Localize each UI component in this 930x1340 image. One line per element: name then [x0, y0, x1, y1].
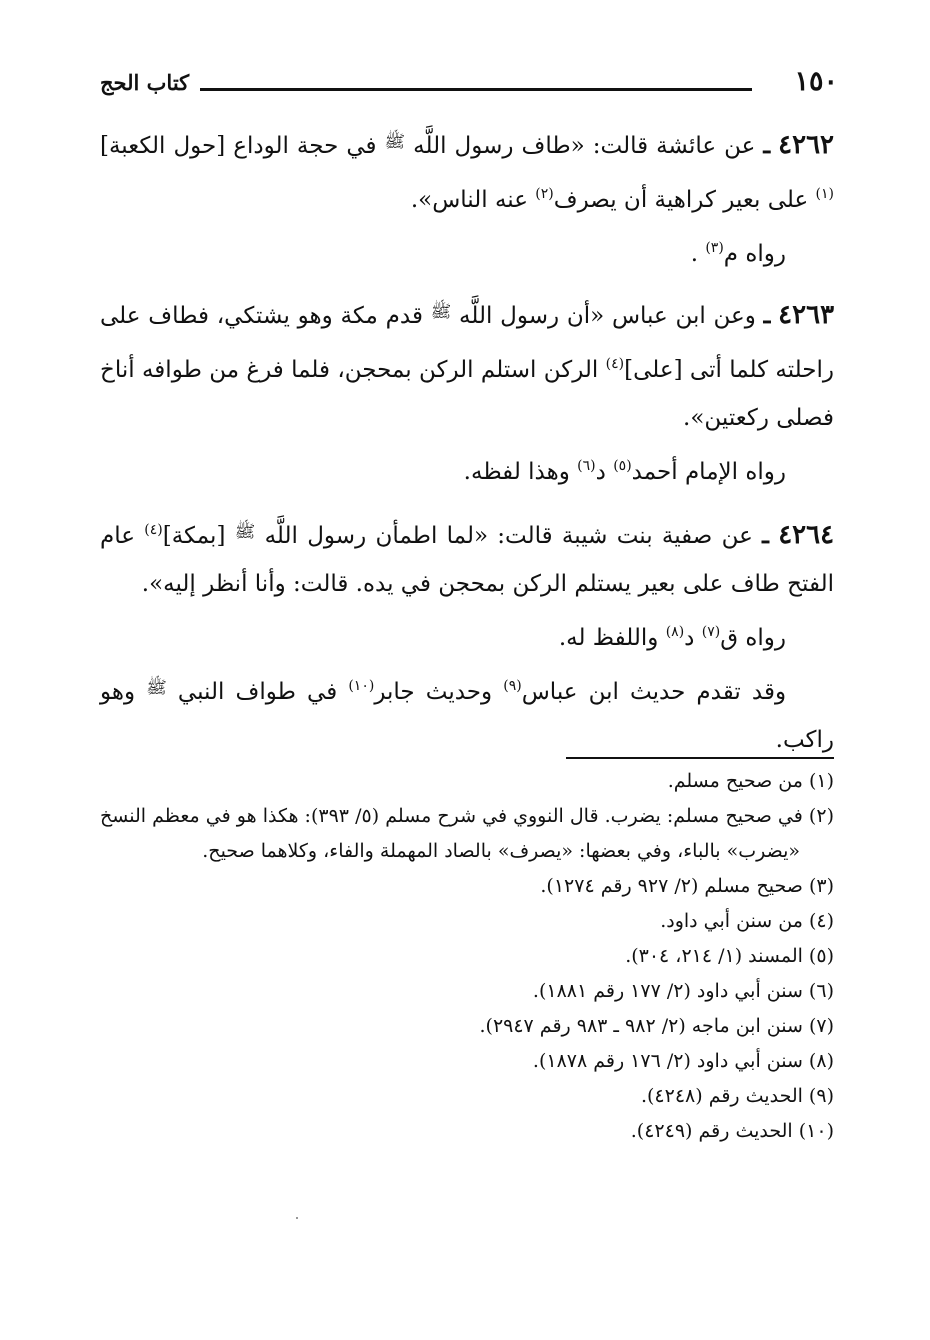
- page-number: ١٥٠: [794, 66, 838, 97]
- hadith-text: قدم مكة وهو يشتكي، فطاف على راحلته كلما أتى [على]: [100, 303, 834, 383]
- footnote-item: (٨) سنن أبي داود (٢/ ١٧٦ رقم ١٨٧٨).: [532, 1050, 834, 1072]
- footnote-item: (٢) في صحيح مسلم: يضرب. قال النووي في شرح مسلم (٥/ ٣٩٣): هكذا هو في معظم النسخ «يضرب» بالباء، وفي بعضها: «يصرف» بالصاد المهملة والفاء، وكلاهما صحيح.: [100, 805, 834, 862]
- hadith-4264: [100, 506, 834, 608]
- hadith-text: عن صفية بنت شيبة قالت: «لما اطمأن رسول اللَّه: [264, 523, 753, 549]
- footnote-ref: (١): [815, 186, 834, 202]
- footnote-ref: (٣): [705, 240, 724, 256]
- footnote-item: (١) من صحيح مسلم.: [667, 770, 834, 792]
- footnote-ref: (٤): [605, 356, 625, 372]
- closing-text: في طواف النبي: [177, 679, 338, 705]
- scan-speck: [296, 1217, 298, 1219]
- honorific-glyph: ﷺ: [384, 132, 406, 152]
- hadith-dash: ـ: [762, 522, 769, 549]
- footnote-ref: (٨): [665, 624, 685, 640]
- footnote-ref: (٦): [577, 458, 596, 474]
- hadith-number: ٤٢٦٣: [778, 300, 835, 330]
- honorific-glyph: ﷺ: [430, 302, 452, 322]
- closing-text: وقد تقدم حديث ابن عباس: [521, 679, 787, 705]
- footnote-ref: (١٠): [348, 678, 375, 694]
- footnotes: [100, 764, 834, 1149]
- footnote-ref: (٧): [701, 624, 721, 640]
- header-rule: [200, 88, 752, 91]
- hadith-number: ٤٢٦٢: [778, 130, 835, 160]
- riwaya-line: [100, 442, 786, 496]
- closing-paragraph: [100, 662, 834, 764]
- riwaya-text: رواه الإمام أحمد: [631, 459, 786, 485]
- riwaya-line: [100, 608, 786, 662]
- hadith-text: وعن ابن عباس «أن رسول اللَّه: [459, 303, 756, 329]
- footnote-item: (٤) من سنن أبي داود.: [660, 910, 834, 932]
- hadith-text: الركن استلم الركن بمحجن، فلما فرغ من طوافه أناخ فصلى ركعتين».: [100, 357, 834, 431]
- riwaya-text: رواه م: [723, 241, 786, 267]
- hadith-4263: [100, 288, 834, 442]
- hadith-text: في حجة الوداع [حول الكعبة]: [100, 133, 377, 159]
- footnote-ref: (٥): [613, 458, 632, 474]
- hadith-dash: ـ: [763, 302, 771, 329]
- riwaya-text: د: [684, 625, 695, 651]
- hadith-4262: [100, 118, 834, 224]
- footnote-ref: (٤): [144, 522, 163, 538]
- hadith-text: [بمكة]: [162, 523, 226, 549]
- page-body: [100, 118, 834, 764]
- hadith-text: عام الفتح طاف على بعير يستلم الركن بمحجن في يده. قالت: وأنا أنظر إليه».: [100, 523, 834, 597]
- footnote-item: (٧) سنن ابن ماجه (٢/ ٩٨٢ ـ ٩٨٣ رقم ٢٩٤٧).: [479, 1015, 834, 1037]
- footnote-item: (٣) صحيح مسلم (٢/ ٩٢٧ رقم ١٢٧٤).: [540, 875, 834, 897]
- riwaya-text: .: [690, 241, 698, 267]
- riwaya-text: د: [595, 459, 606, 485]
- hadith-number: ٤٢٦٤: [778, 520, 835, 550]
- closing-text: وهو راكب.: [100, 679, 834, 753]
- riwaya-text: واللفظ له.: [558, 625, 659, 651]
- hadith-text: عن عائشة قالت: «طاف رسول اللَّه: [413, 133, 756, 159]
- footnote-item: (٦) سنن أبي داود (٢/ ١٧٧ رقم ١٨٨١).: [532, 980, 834, 1002]
- riwaya-text: رواه ق: [720, 625, 786, 651]
- hadith-text: على بعير كراهية أن يصرف: [553, 187, 809, 213]
- footnote-ref: (٩): [503, 678, 522, 694]
- footnote-separator: [566, 757, 834, 759]
- honorific-glyph: ﷺ: [234, 522, 256, 542]
- footnote-item: (٩) الحديث رقم (٤٢٤٨).: [640, 1085, 834, 1107]
- closing-text: وحديث جابر: [374, 679, 493, 705]
- book-title: كتاب الحج: [100, 70, 190, 95]
- footnote-item: (١٠) الحديث رقم (٤٢٤٩).: [630, 1120, 834, 1142]
- page-header: [100, 66, 838, 110]
- hadith-dash: ـ: [763, 132, 771, 159]
- hadith-text: عنه الناس».: [410, 187, 528, 213]
- riwaya-line: [100, 224, 786, 278]
- riwaya-text: وهذا لفظه.: [463, 459, 570, 485]
- footnote-item: (٥) المسند (١/ ٢١٤، ٣٠٤).: [625, 945, 834, 967]
- honorific-glyph: ﷺ: [146, 678, 167, 698]
- footnote-ref: (٢): [535, 186, 554, 202]
